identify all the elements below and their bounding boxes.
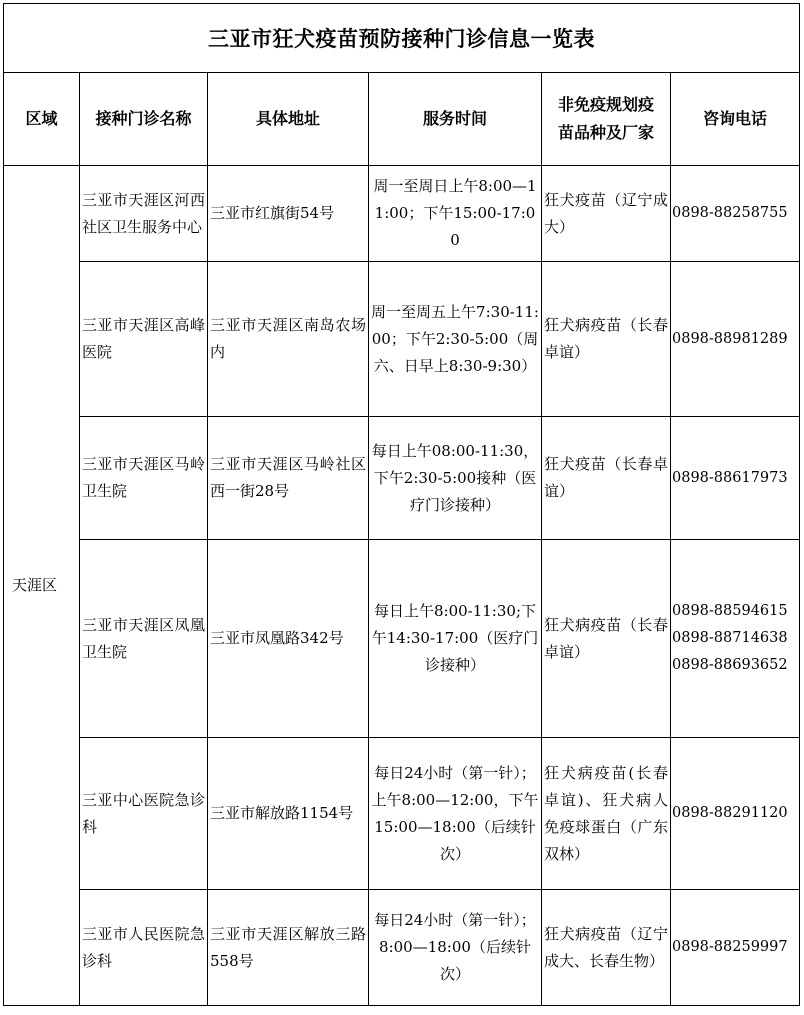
service-hours: 周一至周日上午8:00—11:00；下午15:00-17:00 <box>369 166 542 262</box>
vaccine-info: 狂犬病疫苗（辽宁成大、长春生物） <box>542 890 671 1006</box>
table-title: 三亚市狂犬疫苗预防接种门诊信息一览表 <box>4 4 800 73</box>
clinic-name: 三亚市天涯区凤凰卫生院 <box>80 540 208 738</box>
service-hours: 每日24小时（第一针）；8:00—18:00（后续针次） <box>369 890 542 1006</box>
phone-cell <box>671 166 800 262</box>
phone-cell <box>671 417 800 540</box>
header-vaccine: 非免疫规划疫苗品种及厂家 <box>542 73 671 166</box>
header-phone: 咨询电话 <box>671 73 800 166</box>
service-hours: 每日上午8:00-11:30;下午14:30-17:00（医疗门诊接种） <box>369 540 542 738</box>
clinic-name: 三亚中心医院急诊科 <box>80 738 208 890</box>
header-row <box>4 73 800 166</box>
phone-cell <box>671 540 800 738</box>
clinic-name: 三亚市天涯区高峰医院 <box>80 262 208 417</box>
clinic-address: 三亚市天涯区南岛农场内 <box>208 262 369 417</box>
phone-number: 0898-88693652 <box>672 657 788 673</box>
phone-number: 0898-88617973 <box>672 469 788 486</box>
vaccine-info: 狂犬病疫苗（长春卓谊） <box>542 540 671 738</box>
phone-number: 0898-88291120 <box>672 805 788 821</box>
service-hours: 每日24小时（第一针）；上午8:00—12:00，下午15:00—18:00（后续针次） <box>369 738 542 890</box>
header-region: 区域 <box>4 73 80 166</box>
vaccine-info: 狂犬病疫苗（长春卓谊） <box>542 262 671 417</box>
header-clinic: 接种门诊名称 <box>80 73 208 166</box>
header-address: 具体地址 <box>208 73 369 166</box>
document-page <box>3 3 799 1011</box>
service-hours: 每日上午08:00-11:30，下午2:30-5:00接种（医疗门诊接种） <box>369 417 542 540</box>
vaccine-info: 狂犬病疫苗(长春卓谊)、狂犬病人免疫球蛋白（广东双林） <box>542 738 671 890</box>
vaccine-info: 狂犬疫苗（长春卓谊） <box>542 417 671 540</box>
phone-number: 0898-88981289 <box>672 330 788 347</box>
service-hours: 周一至周五上午7:30-11:00；下午2:30-5:00（周六、日早上8:30-9:30） <box>369 262 542 417</box>
clinic-address: 三亚市凤凰路342号 <box>208 540 369 738</box>
table-row <box>4 262 800 417</box>
phone-cell <box>671 738 800 890</box>
table-row <box>4 166 800 262</box>
phone-number: 0898-88258755 <box>672 205 788 221</box>
phone-number: 0898-88594615 <box>672 603 788 619</box>
clinic-address: 三亚市解放路1154号 <box>208 738 369 890</box>
clinic-address: 三亚市红旗街54号 <box>208 166 369 262</box>
vaccine-info: 狂犬疫苗（辽宁成大） <box>542 166 671 262</box>
district-cell: 天涯区 <box>4 166 80 1006</box>
phone-cell <box>671 890 800 1006</box>
table-row <box>4 890 800 1006</box>
clinic-address: 三亚市天涯区马岭社区西一街28号 <box>208 417 369 540</box>
phone-cell <box>671 262 800 417</box>
phone-number: 0898-88714638 <box>672 630 788 646</box>
table-row <box>4 417 800 540</box>
table-row <box>4 540 800 738</box>
clinic-info-table <box>3 3 800 1006</box>
table-row <box>4 738 800 890</box>
phone-number: 0898-88259997 <box>672 939 788 955</box>
clinic-name: 三亚市天涯区河西社区卫生服务中心 <box>80 166 208 262</box>
clinic-name: 三亚市天涯区马岭卫生院 <box>80 417 208 540</box>
clinic-name: 三亚市人民医院急诊科 <box>80 890 208 1006</box>
clinic-address: 三亚市天涯区解放三路558号 <box>208 890 369 1006</box>
header-hours: 服务时间 <box>369 73 542 166</box>
